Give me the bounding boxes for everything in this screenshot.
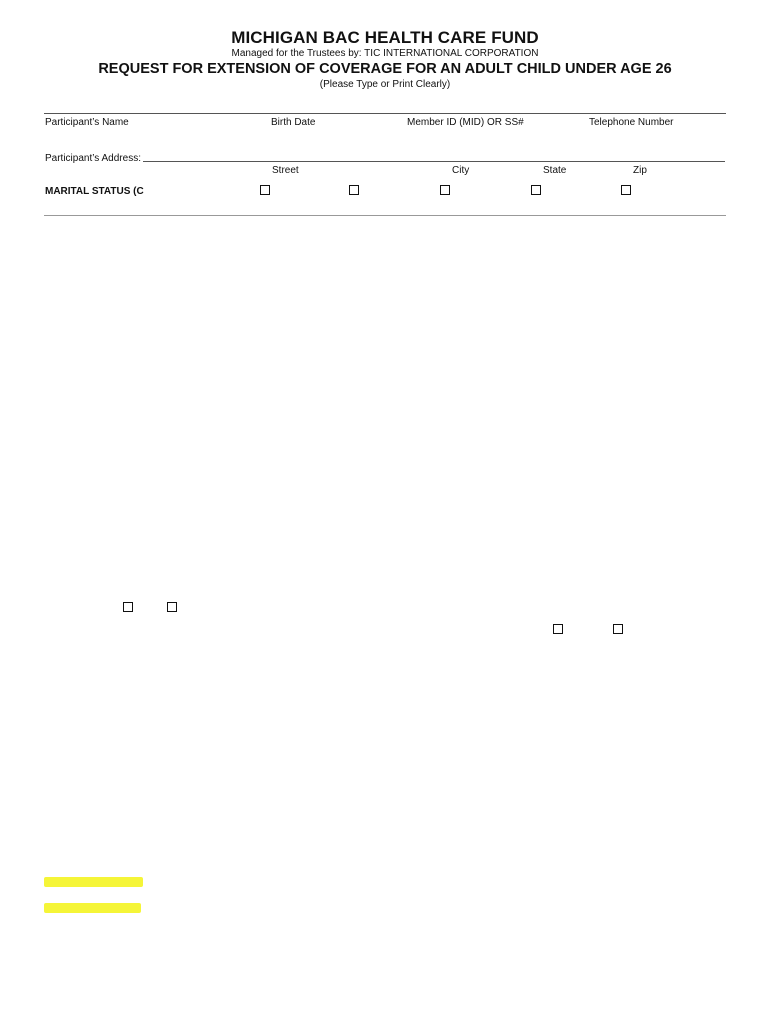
instructions: (Please Type or Print Clearly) xyxy=(319,79,451,90)
street-label: Street xyxy=(272,165,299,176)
address-input-line[interactable] xyxy=(143,161,725,162)
address-label: Participant’s Address: xyxy=(45,153,141,164)
marital-status-checkbox-1[interactable] xyxy=(260,185,270,195)
zip-label: Zip xyxy=(633,165,647,176)
marital-status-checkbox-2[interactable] xyxy=(349,185,359,195)
question-2-checkbox-no[interactable] xyxy=(613,624,623,634)
managed-by-line: Managed for the Trustees by: TIC INTERNATIONAL CORPORATION xyxy=(231,48,539,59)
marital-status-checkbox-4[interactable] xyxy=(531,185,541,195)
highlight-bar-1 xyxy=(44,877,143,887)
marital-status-checkbox-3[interactable] xyxy=(440,185,450,195)
marital-status-checkbox-5[interactable] xyxy=(621,185,631,195)
participant-info-line[interactable] xyxy=(44,113,726,114)
state-label: State xyxy=(543,165,567,176)
city-label: City xyxy=(452,165,470,176)
member-id-label: Member ID (MID) OR SS# xyxy=(407,117,524,128)
section-divider xyxy=(44,215,726,216)
participant-name-label: Participant’s Name xyxy=(45,117,129,128)
question-checkbox-yes[interactable] xyxy=(123,602,133,612)
highlight-bar-2 xyxy=(44,903,141,913)
telephone-label: Telephone Number xyxy=(589,117,674,128)
question-2-checkbox-yes[interactable] xyxy=(553,624,563,634)
question-checkbox-no[interactable] xyxy=(167,602,177,612)
fund-name: MICHIGAN BAC HEALTH CARE FUND xyxy=(231,28,539,47)
marital-status-label: MARITAL STATUS (C xyxy=(45,186,144,197)
birth-date-label: Birth Date xyxy=(271,117,316,128)
form-title: REQUEST FOR EXTENSION OF COVERAGE FOR AN ADULT CHILD UNDER AGE 26 xyxy=(98,61,672,77)
